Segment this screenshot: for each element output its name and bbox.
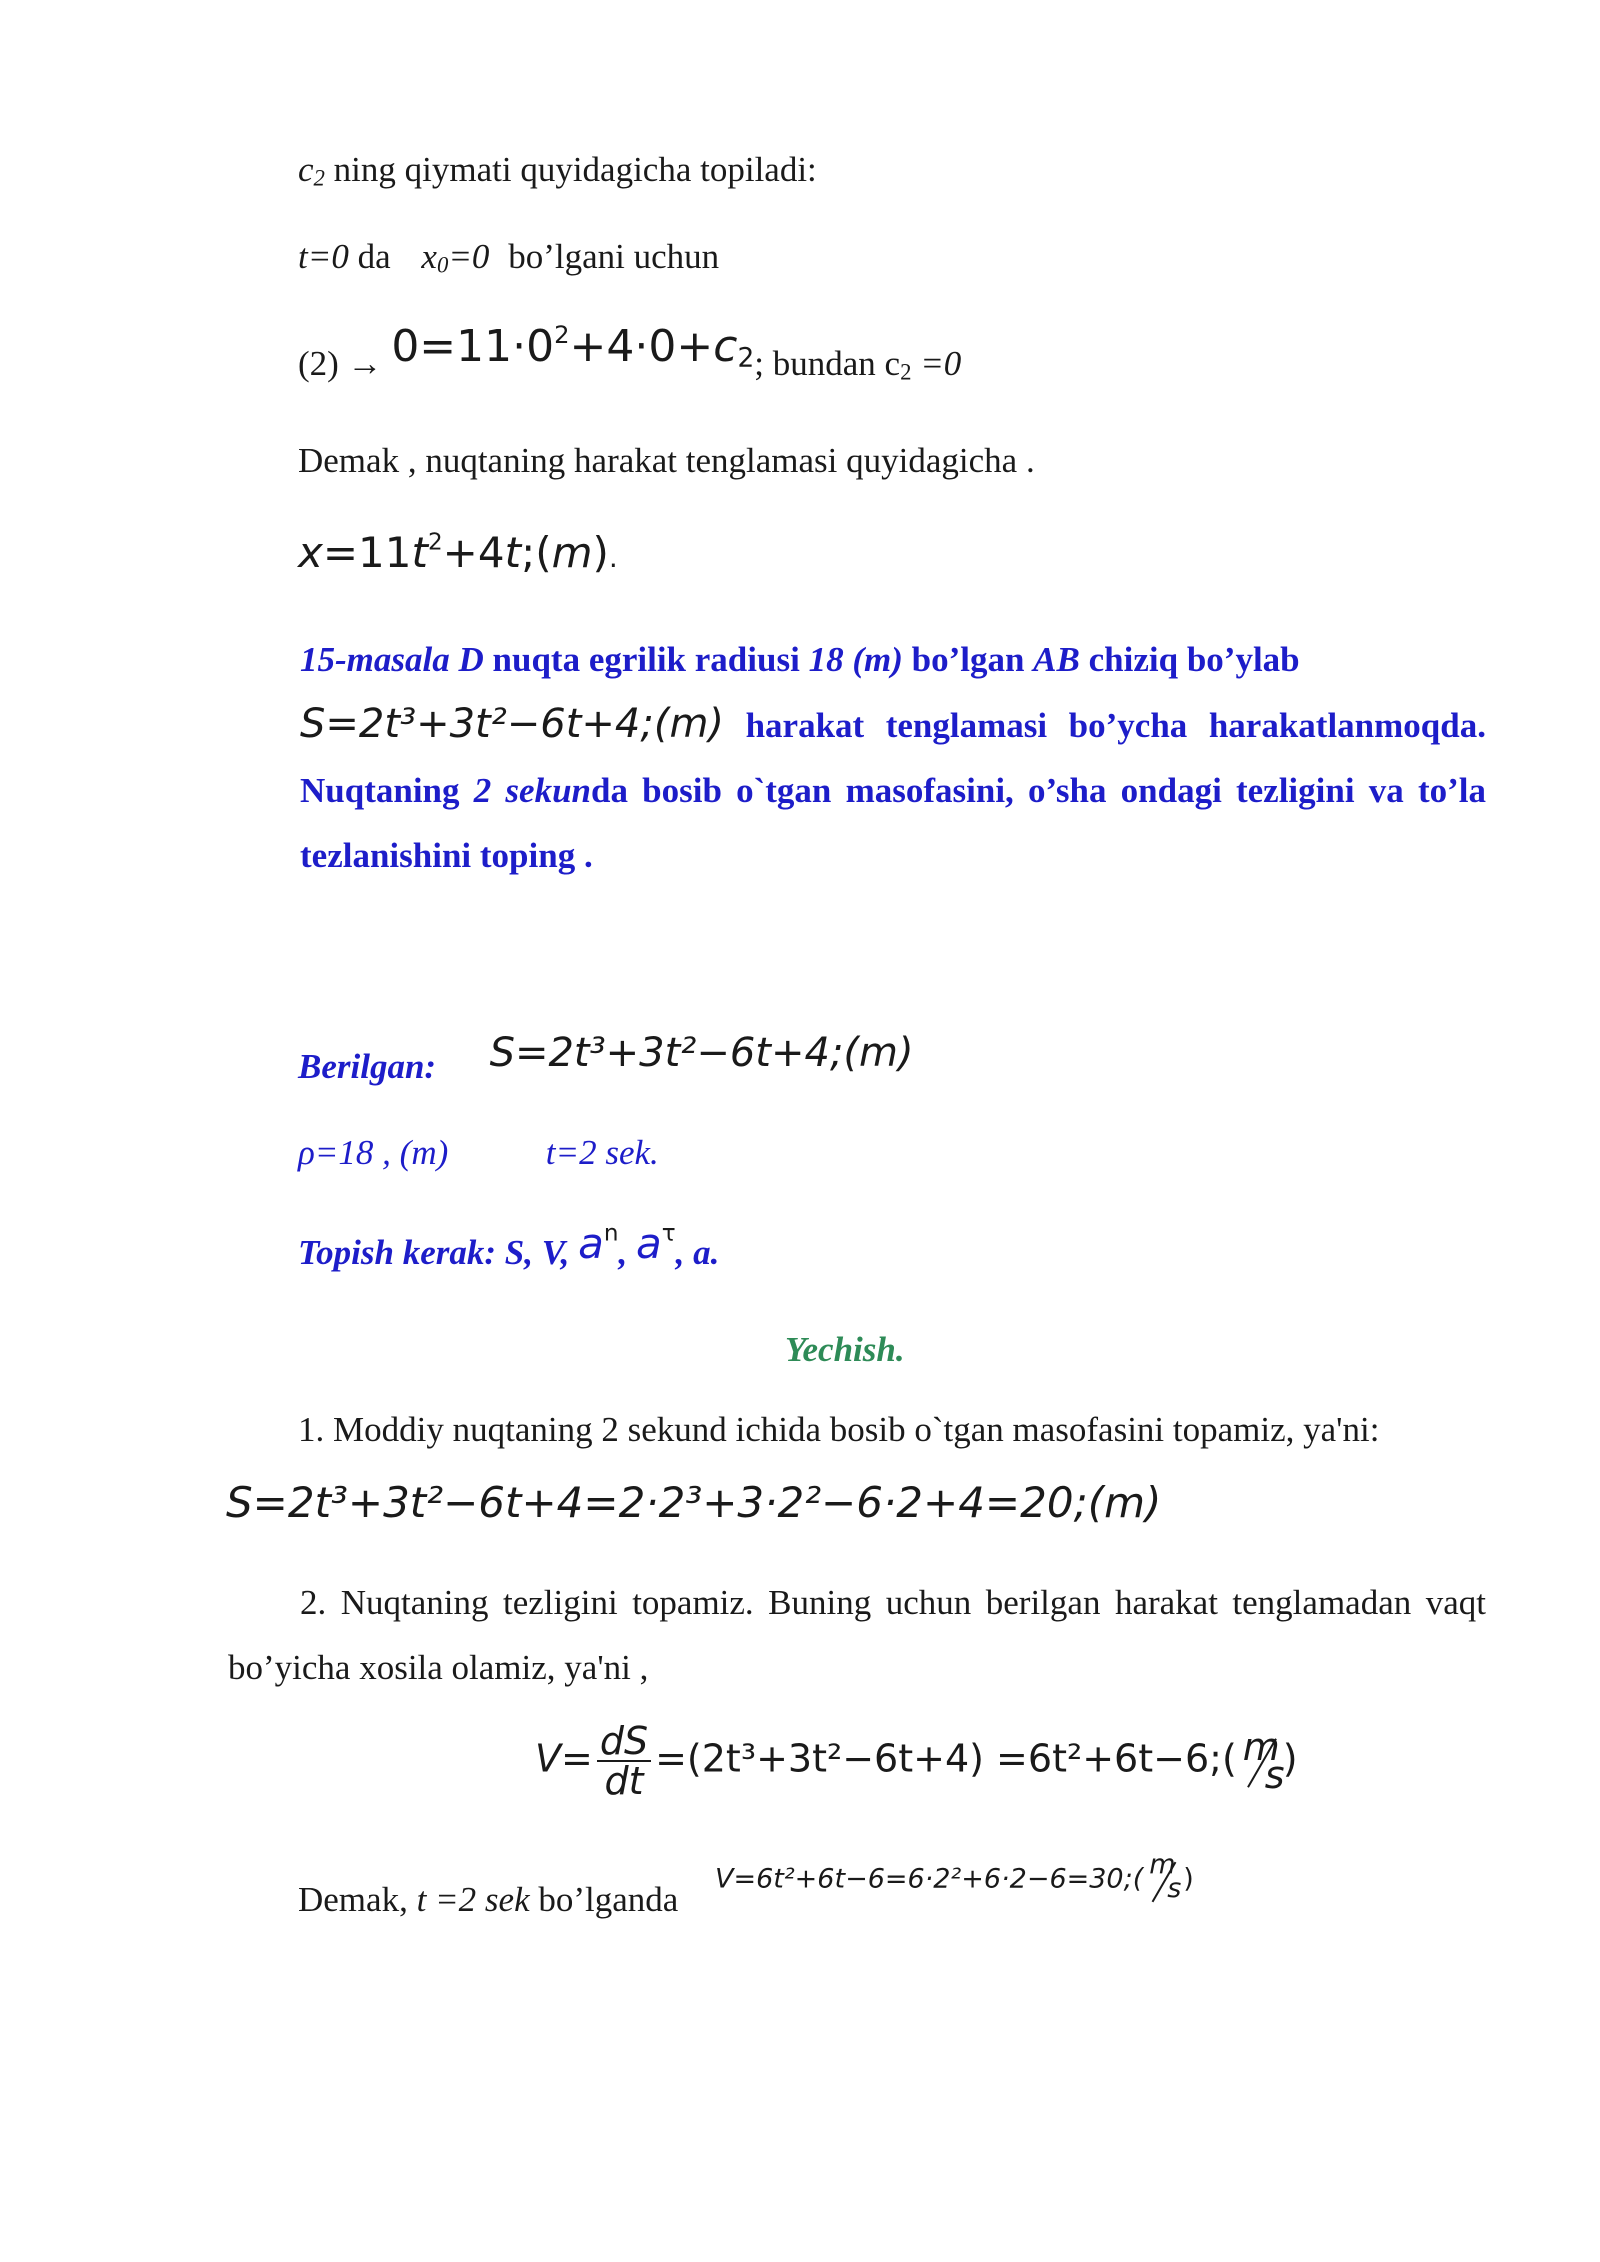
rest: , a. — [675, 1233, 720, 1272]
x0-val: =0 — [448, 237, 490, 276]
text: harakat tenglamasi bo’ycha harakatlanmoqda. Nuqtaning — [300, 706, 1486, 810]
line-initial-condition — [298, 237, 719, 277]
d: ) — [592, 528, 609, 577]
line-eq2 — [298, 320, 962, 386]
point-d: D — [449, 640, 493, 679]
rend: =0 — [911, 344, 962, 383]
rest: ; bundan c — [754, 344, 901, 383]
rest: bo’lgani uchun — [508, 237, 720, 276]
final-line — [298, 1880, 678, 1920]
given-values — [298, 1133, 659, 1173]
given-line — [298, 1030, 914, 1086]
t: t — [411, 528, 428, 577]
eqA: 0=11·0 — [391, 321, 555, 372]
text: nuqta egrilik radiusi — [492, 640, 809, 679]
text: ning qiymati quyidagicha topiladi: — [324, 150, 817, 189]
derivative — [597, 1719, 651, 1803]
eqB: +4·0+ — [569, 321, 714, 372]
b: +4 — [442, 528, 505, 577]
t-given: t=2 sek. — [545, 1133, 659, 1172]
c: c — [713, 321, 738, 372]
time: 2 sekun — [473, 771, 591, 810]
unit-mps: m s — [1242, 1725, 1285, 1797]
c: ;( — [521, 528, 552, 577]
line-motion-eq: $x=11t^2+4t;(m)$. — [298, 528, 618, 577]
unit-mps: m s — [1149, 1849, 1182, 1904]
given-label: Berilgan: — [298, 1047, 437, 1086]
text: Demak, — [298, 1880, 417, 1919]
step2-eq — [535, 1719, 1298, 1803]
final-eq — [715, 1849, 1194, 1905]
solution-title: Yechish. — [785, 1330, 905, 1369]
task-number: 15-masala — [300, 640, 450, 679]
line-c2-intro — [298, 150, 817, 190]
step1-text: 1. Moddiy nuqtaning 2 sekund ichida bosib o`tgan masofasini topamiz, ya'ni: — [298, 1410, 1380, 1449]
var-c: c — [298, 150, 314, 189]
csub: 2 — [737, 342, 755, 374]
close: ) — [1282, 1736, 1298, 1781]
num: dS — [597, 1722, 651, 1762]
eq: =(2t³+3t²−6t+4) =6t²+6t−6;( — [655, 1736, 1237, 1781]
text: bo’lganda — [529, 1880, 679, 1919]
var-c-sub: 2 — [313, 165, 325, 191]
m: m — [551, 528, 593, 577]
da: da — [348, 237, 391, 276]
dot: . — [608, 541, 618, 574]
den: dt — [604, 1759, 644, 1803]
text: bo’lgan — [902, 640, 1034, 679]
task-15 — [300, 627, 1486, 888]
rsub: 2 — [900, 359, 912, 385]
x0: x — [421, 237, 437, 276]
eq: V=6t²+6t−6=6·2²+6·2−6=30;( — [715, 1863, 1144, 1895]
a-n: $a^n$ — [578, 1219, 619, 1268]
x0-sub: 0 — [436, 252, 449, 278]
line-ab: AB — [1033, 640, 1080, 679]
task-eq: S=2t³+3t²−6t+4;(m) — [300, 701, 725, 747]
step2-text: 2. Nuqtaning tezligini topamiz. Buning uchun berilgan harakat tenglamadan vaqt bo’yicha xosila olamiz, ya'ni , — [228, 1583, 1486, 1687]
t0: t=0 — [298, 237, 349, 276]
a-tau: $a^\tau$ — [635, 1219, 676, 1268]
line-demak: Demak , nuqtaning harakat tenglamasi quyidagicha . — [298, 441, 1035, 480]
step1-eq: S=2t³+3t²−6t+4=2·2³+3·2²−6·2+4=20;(m) — [226, 1478, 1162, 1527]
ref: (2) → — [298, 344, 383, 383]
v: V= — [535, 1736, 593, 1781]
find-line — [298, 1219, 720, 1274]
t-value: t =2 sek — [416, 1880, 530, 1919]
text: da bosib o`tgan masofasini, o’sha ondagi tezligini va to’la tezlanishini toping . — [300, 771, 1486, 875]
comma: , — [618, 1233, 628, 1272]
text: chiziq bo’ylab — [1079, 640, 1300, 679]
close: ) — [1183, 1863, 1194, 1895]
rho: ρ=18 , (m) — [298, 1133, 449, 1172]
exp: 2 — [554, 320, 570, 349]
find-label: Topish kerak: S, V, — [298, 1233, 570, 1272]
exp: 2 — [427, 529, 443, 556]
radius: 18 (m) — [808, 640, 903, 679]
given-eq: S=2t³+3t²−6t+4;(m) — [489, 1030, 914, 1076]
